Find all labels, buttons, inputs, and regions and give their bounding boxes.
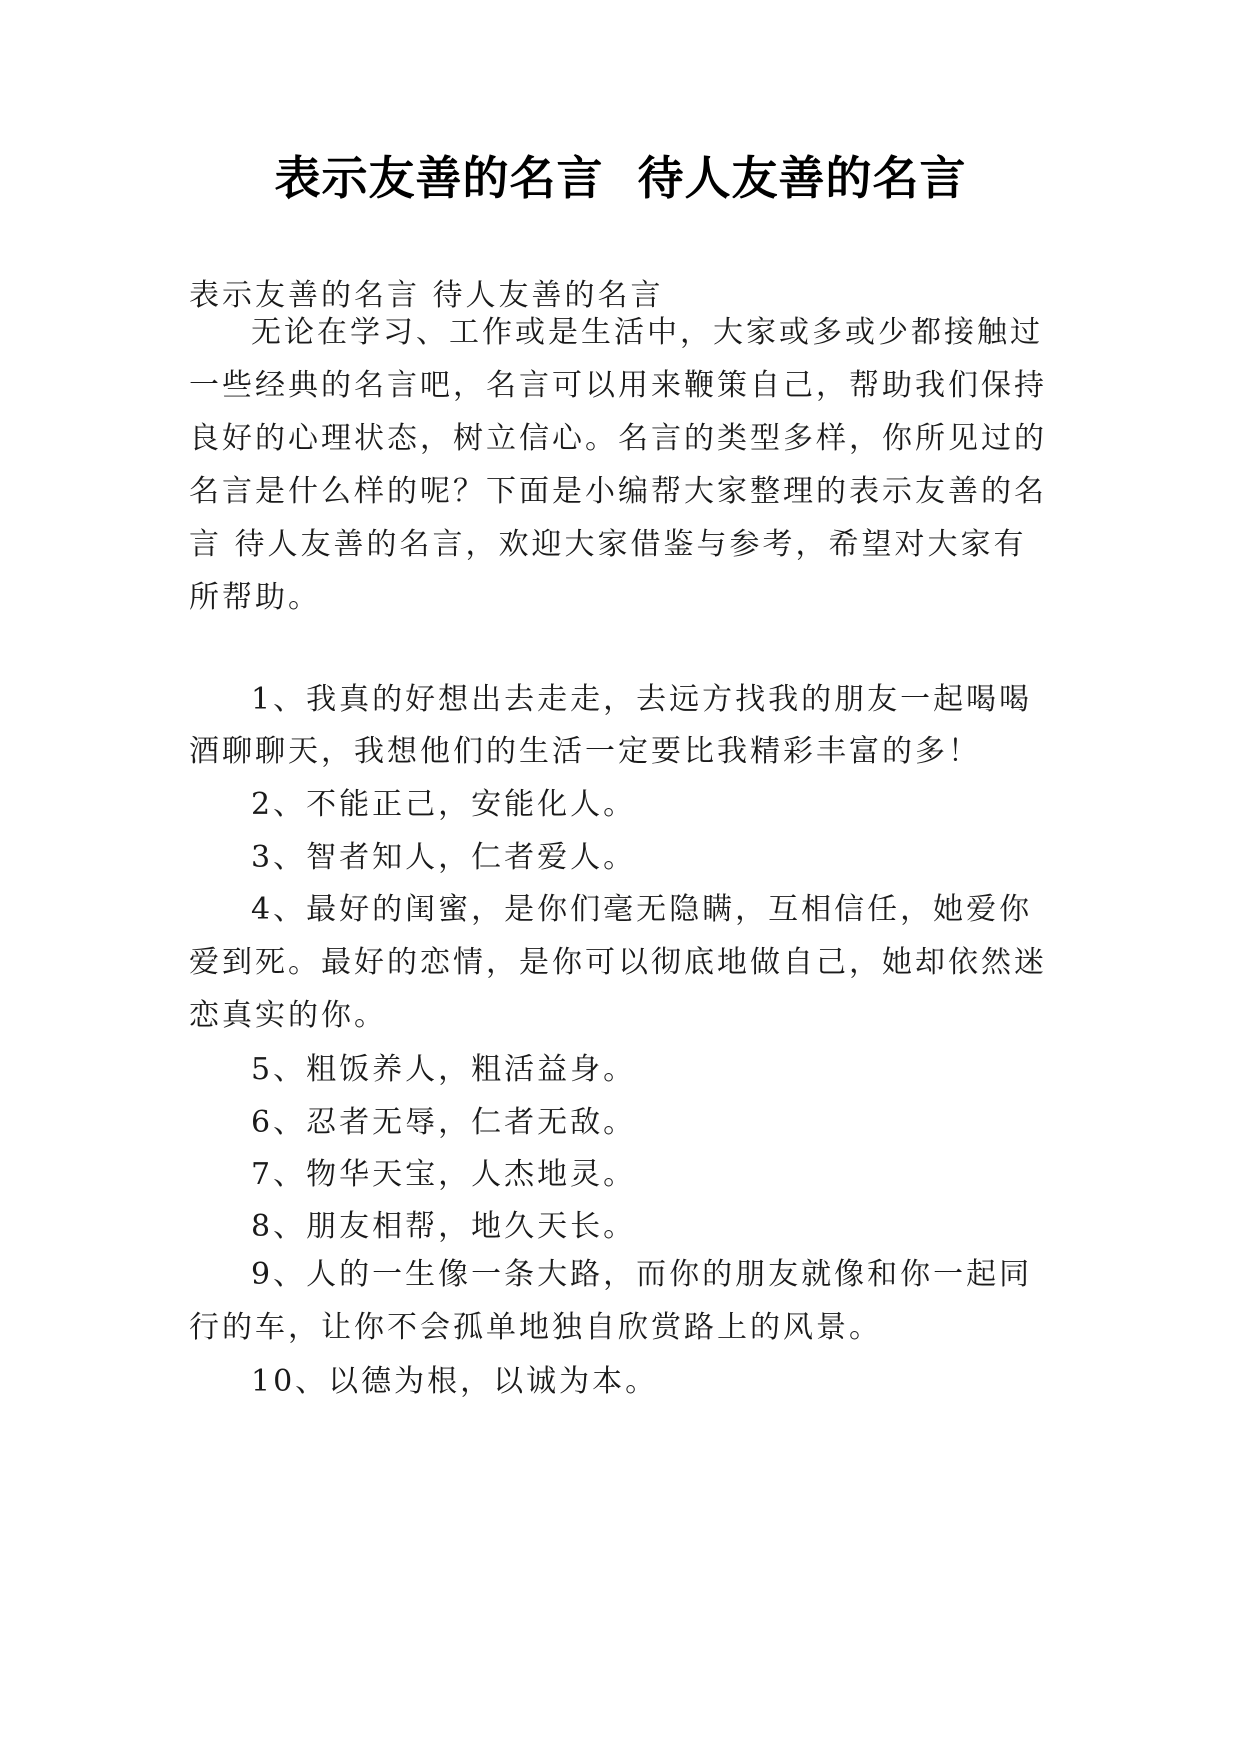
document-subtitle: 表示友善的名言 待人友善的名言 <box>189 278 664 313</box>
quote-item-7: 7、物华天宝，人杰地灵。 <box>251 1157 637 1192</box>
quote-item-2: 2、不能正己，安能化人。 <box>251 787 637 822</box>
quote-item-9: 9、人的一生像一条大路，而你的朋友就像和你一起同行的车，让你不会孤单地独自欣赏路上的风景。 <box>189 1257 1033 1345</box>
quote-item-8: 8、朋友相帮，地久天长。 <box>251 1209 637 1244</box>
quote-item-1: 1、我真的好想出去走走，去远方找我的朋友一起喝喝酒聊聊天，我想他们的生活一定要比我精彩丰富的多！ <box>189 682 1033 769</box>
quote-item-3: 3、智者知人，仁者爱人。 <box>251 840 637 875</box>
quote-item-6: 6、忍者无辱，仁者无敌。 <box>251 1105 637 1140</box>
quote-item-5: 5、粗饭养人，粗活益身。 <box>251 1052 637 1087</box>
document-title: 表示友善的名言 待人友善的名言 <box>274 151 967 205</box>
intro-paragraph: 无论在学习、工作或是生活中，大家或多或少都接触过一些经典的名言吧，名言可以用来鞭策自己，帮助我们保持良好的心理状态，树立信心。名言的类型多样，你所见过的名言是什么样的呢？下面是小编帮大家整理的表示友善的名言 待人友善的名言，欢迎大家借鉴与参考，希望对大家有所帮助。 <box>189 315 1047 615</box>
quote-item-4: 4、最好的闺蜜，是你们毫无隐瞒，互相信任，她爱你爱到死。最好的恋情，是你可以彻底地做自己，她却依然迷恋真实的你。 <box>189 892 1047 1033</box>
quote-item-10: 10、以德为根，以诚为本。 <box>251 1364 659 1399</box>
